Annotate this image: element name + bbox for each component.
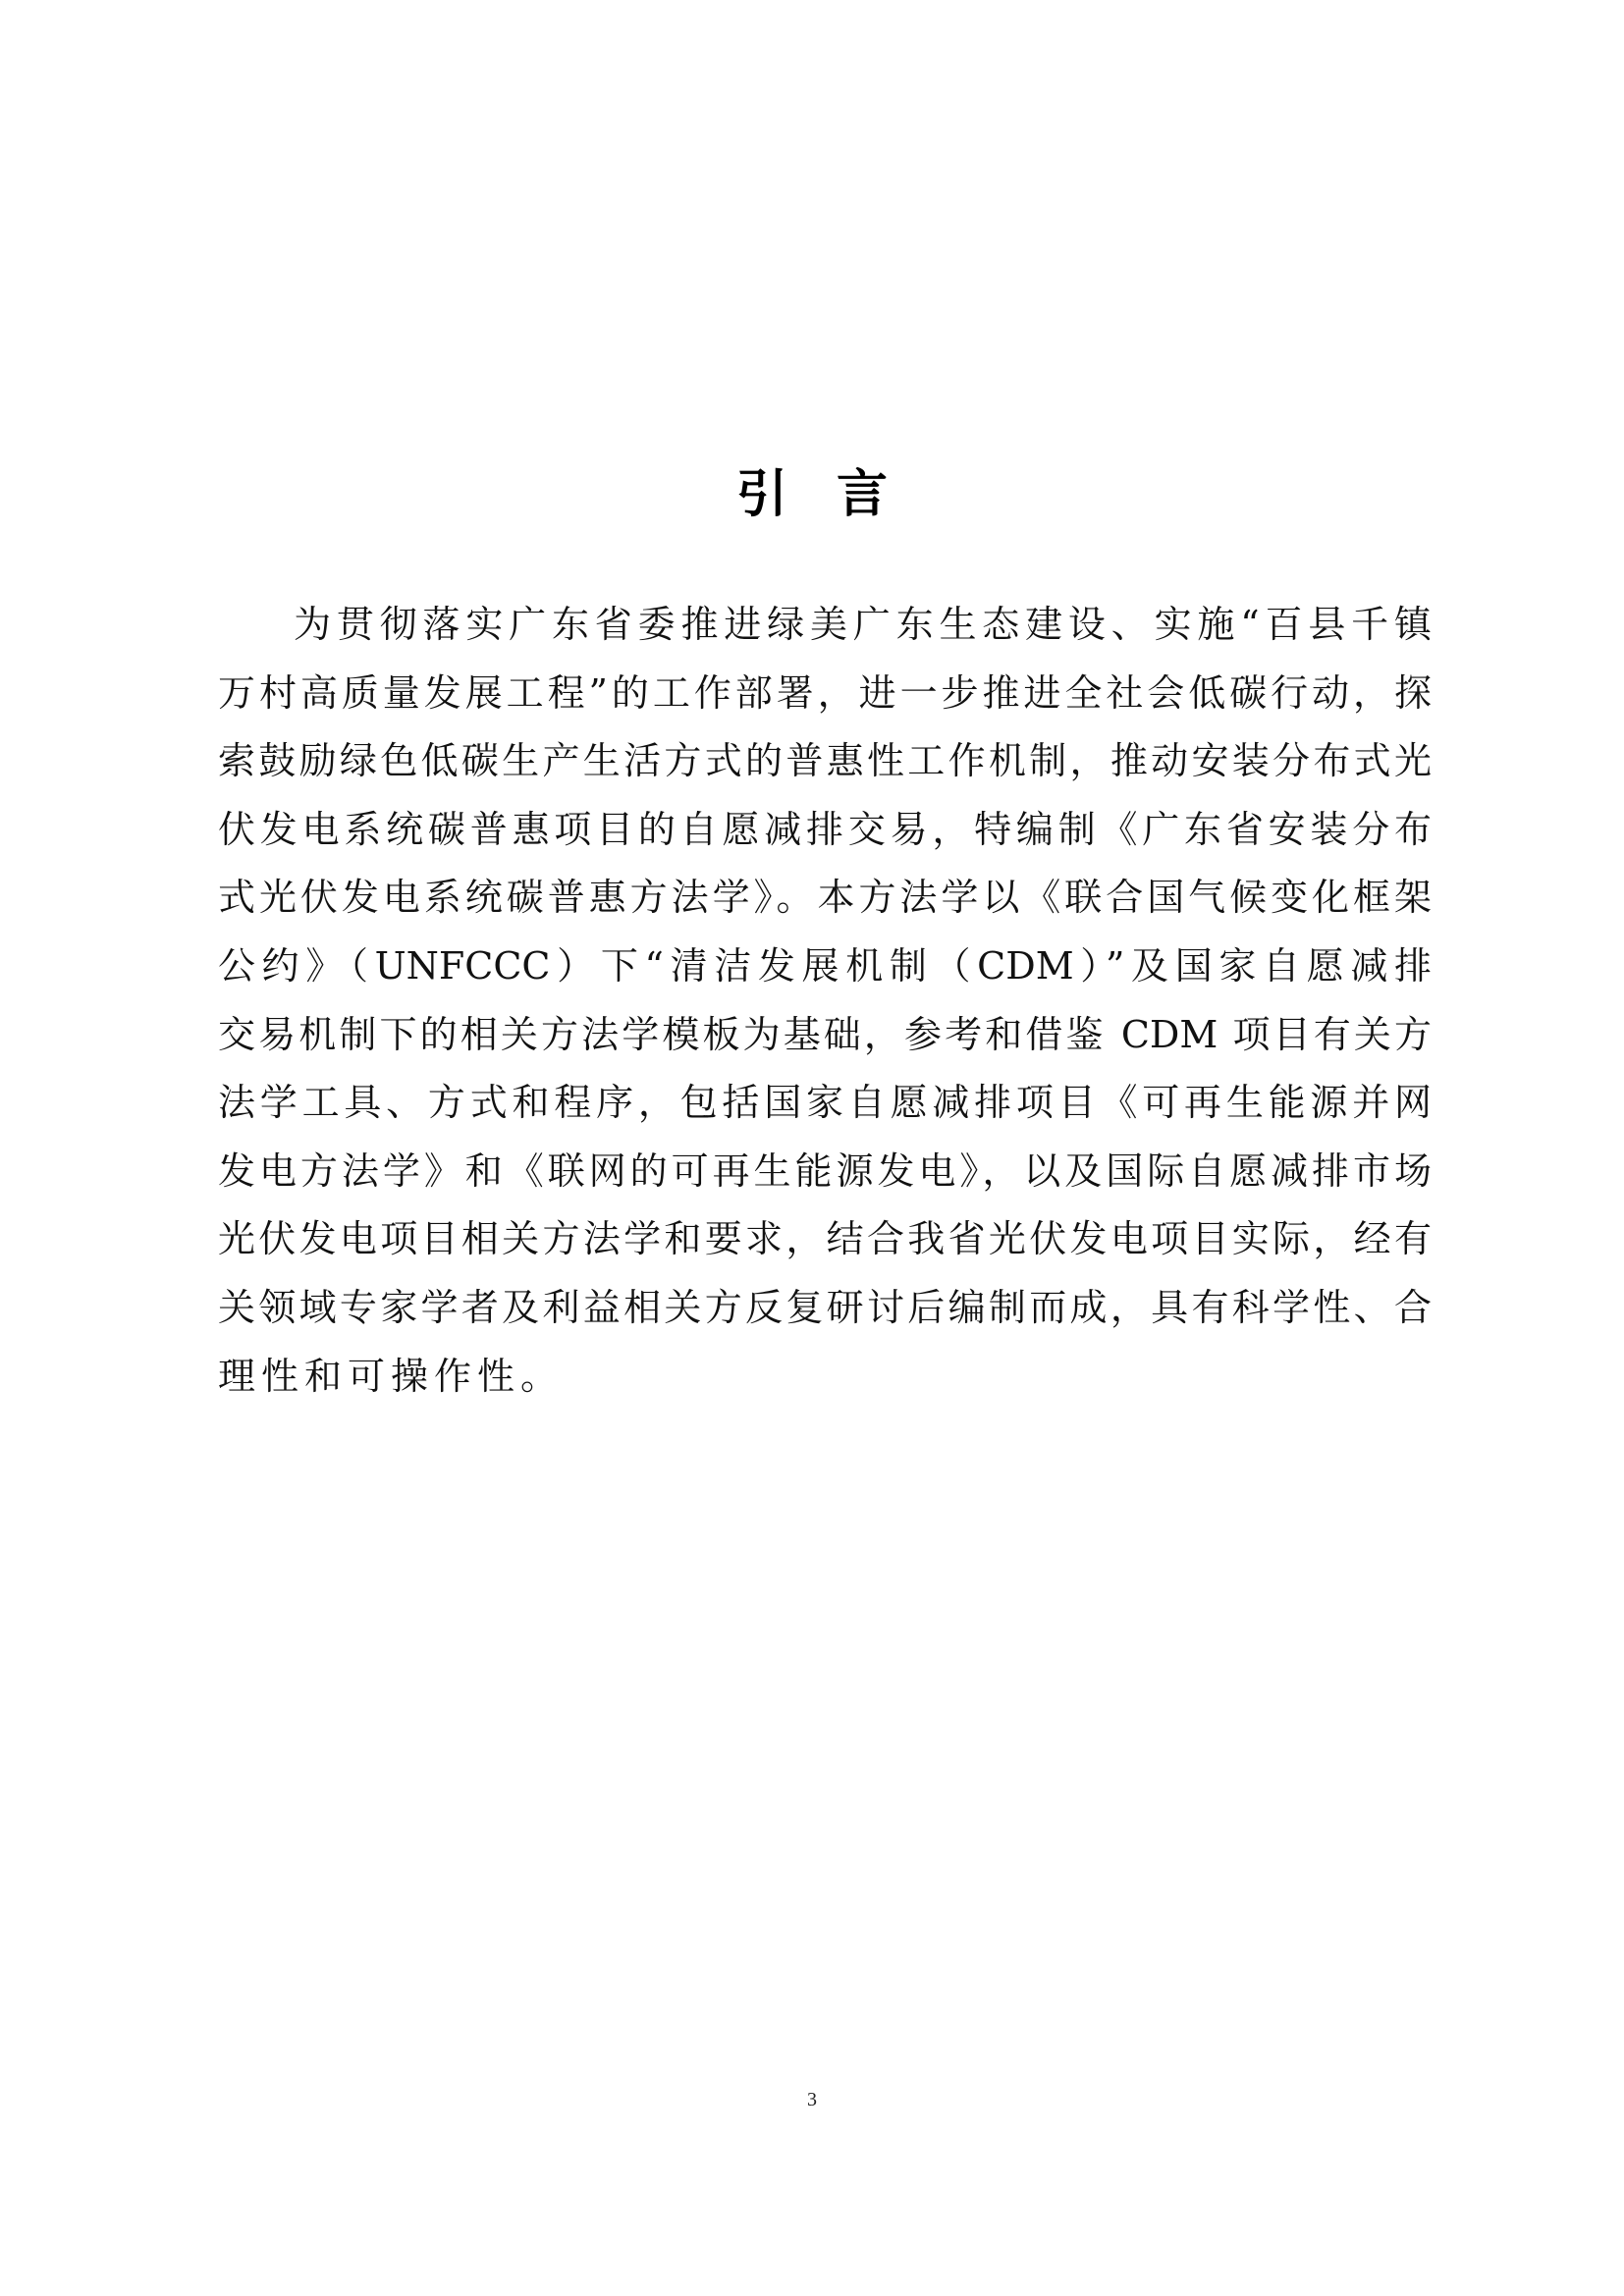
- page-number: 3: [807, 2089, 817, 2110]
- paragraph-line: 理性和可操作性。: [218, 1354, 565, 1398]
- paragraph-line: 发电方法学》和《联网的可再生能源发电》，以及国际自愿减排市场: [218, 1148, 1432, 1193]
- paragraph-line: 光伏发电项目相关方法学和要求，结合我省光伏发电项目实际，经有: [218, 1217, 1432, 1261]
- page-title: 引言: [735, 464, 937, 524]
- paragraph-line: 索鼓励绿色低碳生产生活方式的普惠性工作机制，推动安装分布式光: [218, 739, 1432, 783]
- paragraph-line: 关领域专家学者及利益相关方反复研讨后编制而成，具有科学性、合: [218, 1285, 1432, 1329]
- paragraph-line: 交易机制下的相关方法学模板为基础，参考和借鉴 CDM 项目有关方: [218, 1012, 1432, 1056]
- paragraph-line: 为贯彻落实广东省委推进绿美广东生态建设、实施“百县千镇: [294, 603, 1432, 646]
- paragraph-line: 公约》（UNFCCC）下“清洁发展机制（CDM）”及国家自愿减排: [218, 943, 1432, 988]
- introduction-paragraph: [218, 591, 1432, 1411]
- paragraph-line: 式光伏发电系统碳普惠方法学》。本方法学以《联合国气候变化框架: [218, 876, 1432, 920]
- paragraph-line: 伏发电系统碳普惠项目的自愿减排交易，特编制《广东省安装分布: [218, 807, 1432, 851]
- paragraph-line: 法学工具、方式和程序，包括国家自愿减排项目《可再生能源并网: [218, 1081, 1432, 1125]
- paragraph-line: 万村高质量发展工程”的工作部署，进一步推进全社会低碳行动，探: [218, 670, 1432, 715]
